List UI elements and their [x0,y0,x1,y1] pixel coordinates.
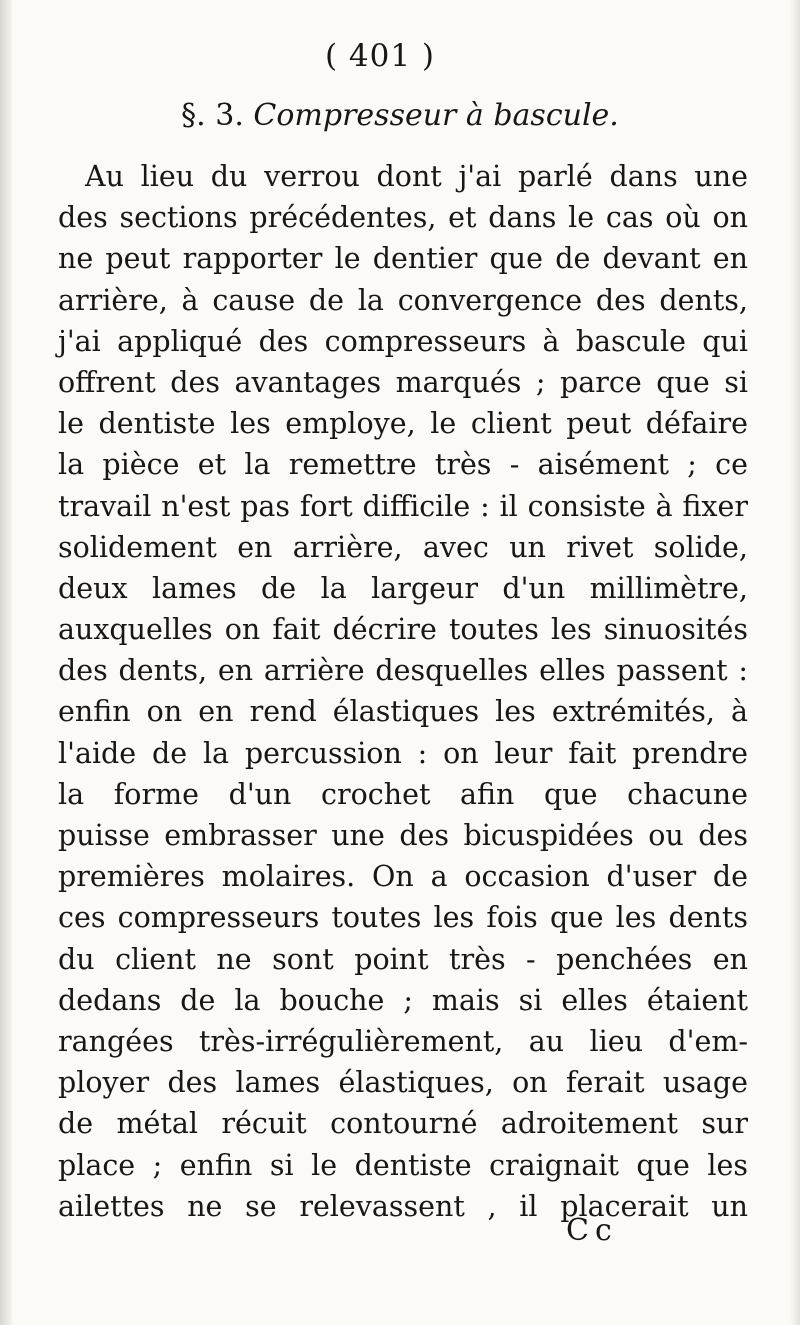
text-line: le dentiste les employe, le client peut défaire [58,407,748,441]
text-line: ailettes ne se relevassent , il placerait un [58,1189,748,1223]
body-text [58,156,748,1227]
text-line: dedans de la bouche ; mais si elles étaient [58,983,748,1017]
section-title: Compresseur à bascule. [253,98,619,133]
text-line: place ; enfin si le dentiste craignait que les [58,1148,748,1182]
text-line: premières molaires. On a occasion d'user de [58,860,748,894]
text-line: travail n'est pas fort difficile : il consiste à fixer [58,489,748,523]
text-line: la forme d'un crochet afin que chacune [58,777,748,811]
page-right-edge [790,0,800,1325]
text-line: Au lieu du verrou dont j'ai parlé dans une [85,160,748,193]
text-line: deux lames de la largeur d'un millimètre, [58,571,748,605]
text-line: j'ai appliqué des compresseurs à bascule qui [58,324,748,358]
text-line: de métal récuit contourné adroitement sur [58,1107,748,1141]
section-heading [0,98,800,133]
text-line: auxquelles on fait décrire toutes les sinuosités [58,613,748,647]
text-line: ployer des lames élastiques, on ferait usage [58,1066,748,1100]
text-line: l'aide de la percussion : on leur fait prendre [58,736,748,770]
page-left-edge [0,0,12,1325]
text-line: offrent des avantages marqués ; parce que si [58,365,748,399]
text-line: solidement en arrière, avec un rivet solide, [58,530,748,564]
text-line: puisse embrasser une des bicuspidées ou des [58,819,748,852]
section-number: §. 3. [181,98,244,133]
signature-mark: Cc [566,1213,618,1248]
text-line: des dents, en arrière desquelles elles passent : [58,654,748,688]
text-line: la pièce et la remettre très - aisément ; ce [58,448,748,482]
text-line: arrière, à cause de la convergence des dents, [58,283,748,317]
text-line: ne peut rapporter le dentier que de devant en [58,242,748,276]
text-line: du client ne sont point très - penchées en [58,942,748,976]
text-line: enfin on en rend élastiques les extrémités, à [58,695,748,729]
page-number: ( 401 ) [324,38,436,74]
text-line: rangées très-irrégulièrement, au lieu d'em- [58,1024,748,1058]
text-line: ces compresseurs toutes les fois que les dents [58,901,748,935]
text-line: des sections précédentes, et dans le cas où on [58,201,748,235]
